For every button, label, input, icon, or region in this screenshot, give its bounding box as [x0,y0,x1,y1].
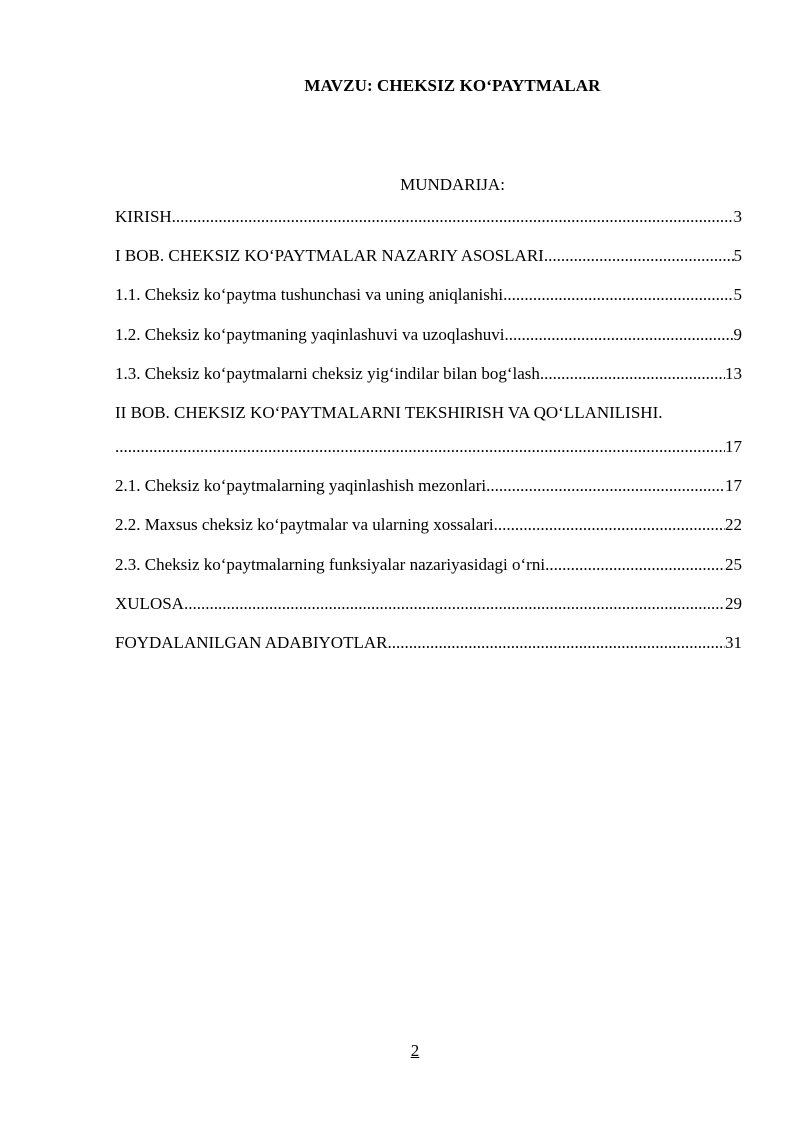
toc-entry-label: 2.3. Cheksiz ko‘paytmalarning funksiyalar nazariyasidagi o‘rni [115,554,546,574]
toc-dot-leader [540,363,725,385]
toc-dot-leader [184,593,725,615]
toc-entry-page: 9 [733,324,742,344]
toc-entry-label: KIRISH [115,207,172,226]
toc-entry-page: 22 [725,515,742,535]
toc-entry-page: 3 [733,207,742,226]
toc-entry-page: 5 [733,246,742,266]
toc-entry-label: II BOB. CHEKSIZ KO‘PAYTMALARNI TEKSHIRISH VA QO‘LLANILISHI. [115,402,663,422]
toc-dot-leader [387,632,725,654]
toc-entry-xulosa[interactable] [115,593,742,615]
toc-dot-leader [544,245,734,267]
table-of-contents [115,206,742,671]
toc-entry-page: 5 [733,285,742,305]
toc-dot-leader [545,554,725,576]
toc-heading: MUNDARIJA: [400,175,505,194]
toc-dot-leader [494,514,725,536]
toc-dot-leader [486,475,725,497]
toc-entry-page: 29 [725,593,742,613]
toc-entry-1-3[interactable] [115,363,742,385]
toc-entry-chapter-2-leader[interactable] [115,436,742,458]
toc-entry-chapter-2-title[interactable] [115,402,742,424]
toc-entry-page: 31 [725,632,742,652]
toc-entry-2-2[interactable] [115,514,742,536]
toc-entry-page: 25 [725,554,742,574]
toc-entry-label: 1.3. Cheksiz ko‘paytmalarni cheksiz yig‘indilar bilan bog‘lash [115,363,540,383]
toc-dot-leader [115,436,725,458]
toc-entry-kirish[interactable] [115,206,742,228]
toc-entry-1-1[interactable] [115,284,742,306]
toc-dot-leader [503,284,733,306]
toc-entry-chapter-1[interactable] [115,245,742,267]
page-number: 2 [410,1041,420,1060]
toc-entry-label: 1.2. Cheksiz ko‘paytmaning yaqinlashuvi va uzoqlashuvi [115,324,505,344]
toc-dot-leader [172,206,734,228]
toc-entry-label: I BOB. CHEKSIZ KO‘PAYTMALAR NAZARIY ASOSLARI [115,246,544,266]
toc-entry-label: 1.1. Cheksiz ko‘paytma tushunchasi va uning aniqlanishi [115,285,504,305]
toc-entry-1-2[interactable] [115,324,742,346]
topic-title: MAVZU: CHEKSIZ KO‘PAYTMALAR [304,76,601,95]
toc-entry-label: 2.2. Maxsus cheksiz ko‘paytmalar va ularning xossalari [115,515,494,535]
toc-entry-page: 13 [725,363,742,383]
toc-entry-label: 2.1. Cheksiz ko‘paytmalarning yaqinlashish mezonlari [115,476,487,496]
toc-entry-2-3[interactable] [115,554,742,576]
toc-entry-label: FOYDALANILGAN ADABIYOTLAR [115,632,388,652]
toc-entry-2-1[interactable] [115,475,742,497]
toc-entry-page: 17 [725,436,742,456]
toc-dot-leader [505,324,734,346]
toc-entry-adabiyotlar[interactable] [115,632,742,654]
toc-entry-label: XULOSA [115,593,184,613]
toc-entry-page: 17 [725,476,742,496]
